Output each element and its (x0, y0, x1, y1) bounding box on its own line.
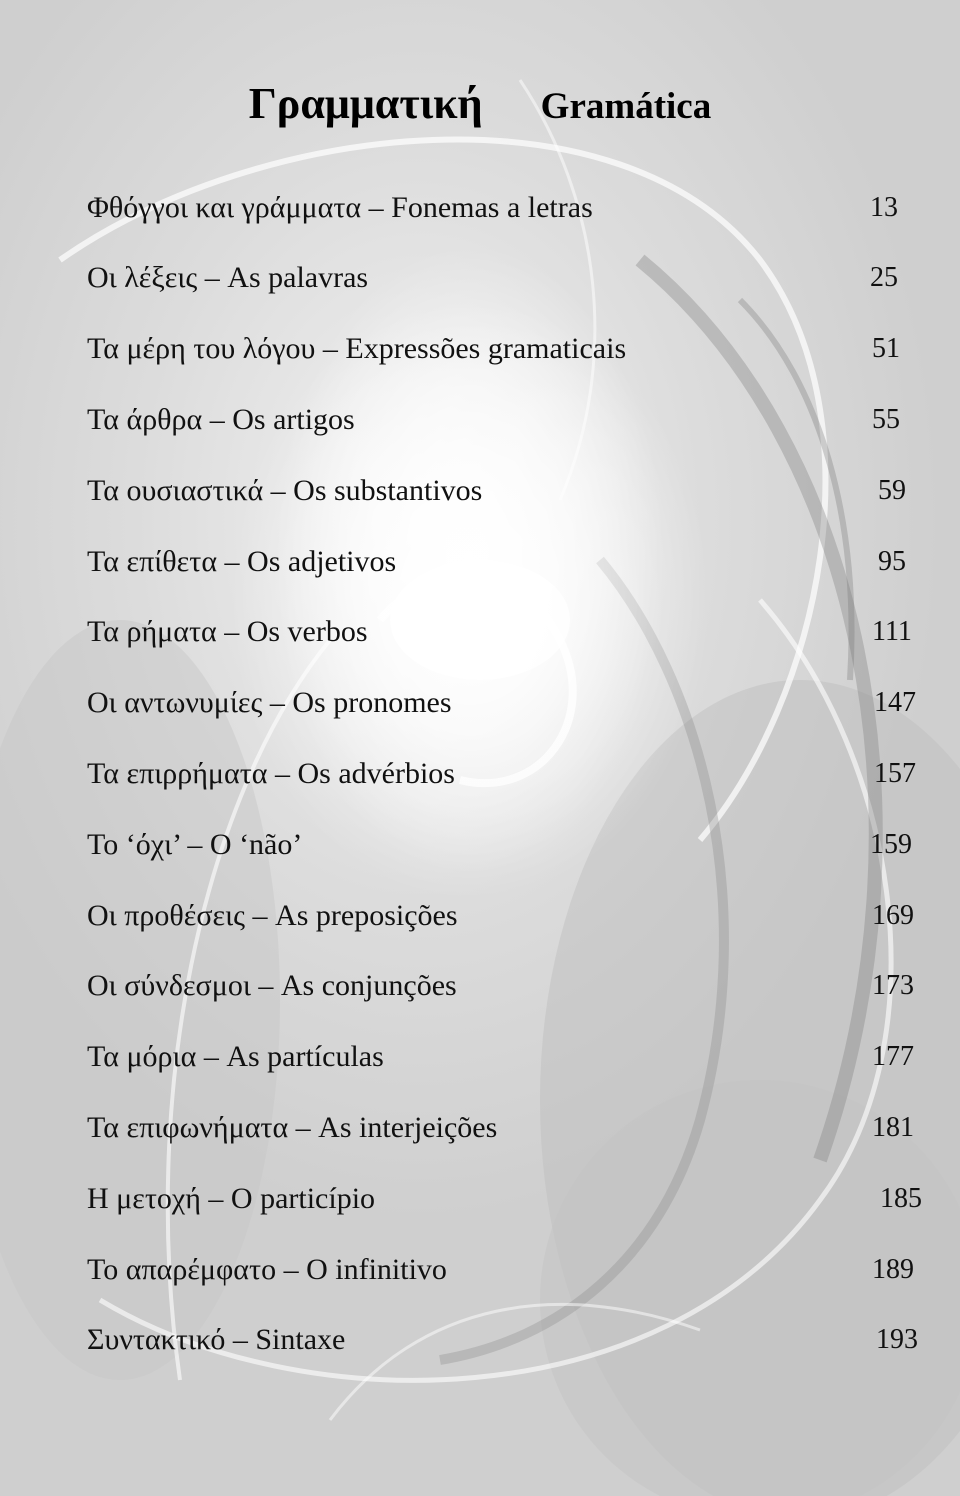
toc-entry-page: 177 (872, 1041, 914, 1072)
toc-entry-label: Το ‘όχι’ – O ‘não’ (87, 828, 303, 861)
toc-entry-label: Οι προθέσεις – As preposições (87, 899, 458, 932)
toc-entry (87, 1248, 947, 1292)
toc-entry-page: 147 (874, 687, 916, 718)
toc-entry (87, 964, 947, 1008)
toc-entry-page: 193 (876, 1324, 918, 1355)
toc-entry (87, 752, 947, 796)
toc-entry-page: 159 (870, 829, 912, 860)
toc-entry (87, 1106, 947, 1150)
toc-entry-page: 157 (874, 758, 916, 789)
toc-entry (87, 681, 947, 725)
toc-entry-label: Τα ρήματα – Os verbos (87, 615, 368, 648)
toc-entry (87, 398, 947, 442)
toc-entry (87, 894, 947, 938)
toc-entry-label: Τα άρθρα – Os artigos (87, 403, 355, 436)
title-portuguese: Gramática (540, 86, 712, 127)
toc-entry (87, 1318, 947, 1362)
toc-entry-label: Η μετοχή – O particípio (87, 1182, 376, 1215)
toc-entry-page: 13 (870, 192, 898, 223)
toc-entry-page: 51 (872, 333, 900, 364)
toc-entry-label: Τα μόρια – As partículas (87, 1040, 384, 1073)
toc-entry-page: 181 (872, 1112, 914, 1143)
toc-entry-page: 169 (872, 900, 914, 931)
toc-entry (87, 823, 947, 867)
toc-entry (87, 1177, 947, 1221)
toc-entry-label: Οι αντωνυμίες – Os pronomes (87, 686, 452, 719)
toc-entry (87, 256, 947, 300)
toc-entry-label: Τα ουσιαστικά – Os substantivos (87, 474, 483, 507)
toc-entry (87, 327, 947, 371)
toc-entry (87, 540, 947, 584)
toc-entry (87, 186, 947, 230)
toc-entry-page: 111 (872, 616, 912, 647)
toc-entry (87, 1035, 947, 1079)
toc-entry-page: 189 (872, 1254, 914, 1285)
title-greek: Γραμματική (248, 79, 483, 128)
toc-entry-label: Τα μέρη του λόγου – Expressões gramaticais (87, 332, 627, 365)
toc-entry-label: Τα επίθετα – Os adjetivos (87, 545, 397, 578)
toc-entry-page: 59 (878, 475, 906, 506)
toc-entry-page: 55 (872, 404, 900, 435)
toc-entry-page: 95 (878, 546, 906, 577)
toc-entry-page: 185 (880, 1183, 922, 1214)
toc-entry-page: 25 (870, 262, 898, 293)
toc-entry-label: Οι λέξεις – As palavras (87, 261, 369, 294)
toc-entry (87, 469, 947, 513)
toc-entry-page: 173 (872, 970, 914, 1001)
toc-entry-label: Τα επιρρήματα – Os advérbios (87, 757, 455, 790)
toc-entry (87, 610, 947, 654)
toc-entry-label: Το απαρέμφατο – O infinitivo (87, 1253, 447, 1286)
toc-entry-label: Φθόγγοι και γράμματα – Fonemas a letras (87, 191, 593, 224)
toc-entry-label: Τα επιφωνήματα – As interjeições (87, 1111, 498, 1144)
toc-entry-label: Οι σύνδεσμοι – As conjunções (87, 969, 457, 1002)
toc-entry-label: Συντακτικό – Sintaxe (87, 1323, 346, 1356)
